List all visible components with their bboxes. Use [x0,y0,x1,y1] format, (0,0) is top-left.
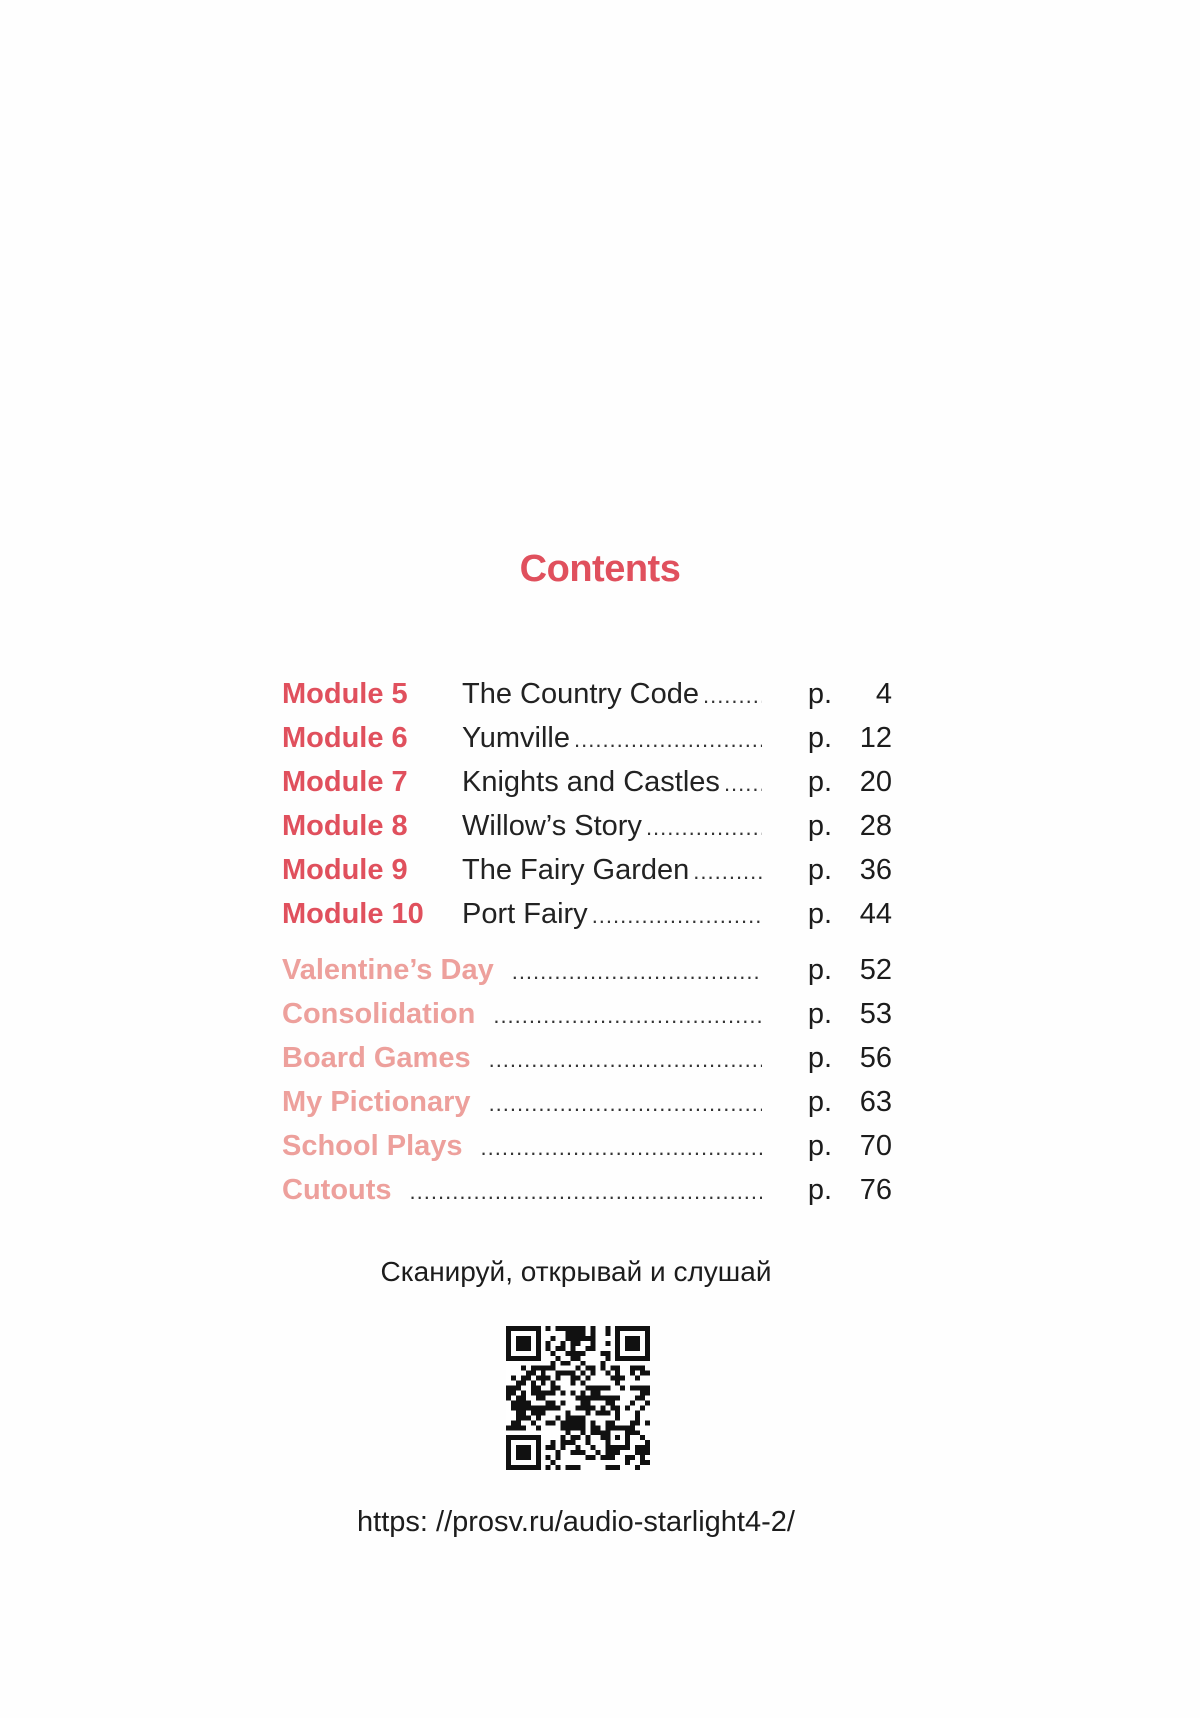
scan-instruction: Сканируй, открывай и слушай [380,1256,772,1287]
module-title: Knights and Castles [462,766,720,798]
page-prefix: p. [807,1086,832,1118]
dot-leader [512,950,762,994]
dot-leader [592,894,762,938]
page-number: 28 [859,810,892,842]
page-number: 36 [859,854,892,886]
section-title: Cutouts [282,1174,392,1206]
dot-leader [481,1126,762,1170]
toc-row-my-pictionary[interactable] [282,1080,892,1124]
page-prefix: p. [807,1042,832,1074]
page-prefix: p. [807,1174,832,1206]
dot-leader [489,1038,762,1082]
section-title: Board Games [282,1042,471,1074]
toc-row-module-10[interactable] [282,892,892,936]
section-title: School Plays [282,1130,463,1162]
page-prefix: p. [807,854,832,886]
page-prefix: p. [807,722,832,754]
toc-row-valentines-day[interactable] [282,948,892,992]
page-number: 12 [859,722,892,754]
section-gap [282,936,892,948]
page-number: 76 [859,1174,892,1206]
dot-leader [493,994,762,1038]
module-title: Port Fairy [462,898,588,930]
module-title: The Country Code [462,678,699,710]
dot-leader [646,806,762,850]
module-label: Module 8 [282,810,408,842]
section-title: My Pictionary [282,1086,471,1118]
dot-leader [489,1082,762,1126]
toc-row-module-9[interactable] [282,848,892,892]
section-title: Valentine’s Day [282,954,494,986]
toc-row-school-plays[interactable] [282,1124,892,1168]
dot-leader [703,674,762,718]
qr-code-icon[interactable] [506,1326,650,1470]
module-label: Module 9 [282,854,408,886]
module-label: Module 5 [282,678,408,710]
page-prefix: p. [807,954,832,986]
module-label: Module 6 [282,722,408,754]
page-prefix: p. [807,810,832,842]
audio-url-link[interactable]: https: //prosv.ru/audio-starlight4-2/ [357,1506,795,1538]
toc-row-module-5[interactable] [282,672,892,716]
module-title: The Fairy Garden [462,854,690,886]
toc-row-consolidation[interactable] [282,992,892,1036]
toc-row-module-6[interactable] [282,716,892,760]
toc-row-module-7[interactable] [282,760,892,804]
page-number: 63 [859,1086,892,1118]
toc-row-board-games[interactable] [282,1036,892,1080]
page-number: 70 [859,1130,892,1162]
module-label: Module 10 [282,898,424,930]
page-number: 53 [859,998,892,1030]
dot-leader [410,1170,762,1214]
module-title: Yumville [462,722,570,754]
page-number: 56 [859,1042,892,1074]
page-title: Contents [519,548,681,590]
module-title: Willow’s Story [462,810,642,842]
toc-row-cutouts[interactable] [282,1168,892,1212]
page-number: 44 [859,898,892,930]
dot-leader [574,718,762,762]
page-number: 4 [875,678,892,710]
dot-leader [724,762,762,806]
page-prefix: p. [807,1130,832,1162]
dot-leader [693,850,762,894]
page-prefix: p. [807,898,832,930]
page-prefix: p. [807,766,832,798]
page-number: 20 [859,766,892,798]
table-of-contents [282,672,892,1212]
module-label: Module 7 [282,766,408,798]
page-prefix: p. [807,678,832,710]
page-number: 52 [859,954,892,986]
toc-row-module-8[interactable] [282,804,892,848]
page-prefix: p. [807,998,832,1030]
section-title: Consolidation [282,998,476,1030]
